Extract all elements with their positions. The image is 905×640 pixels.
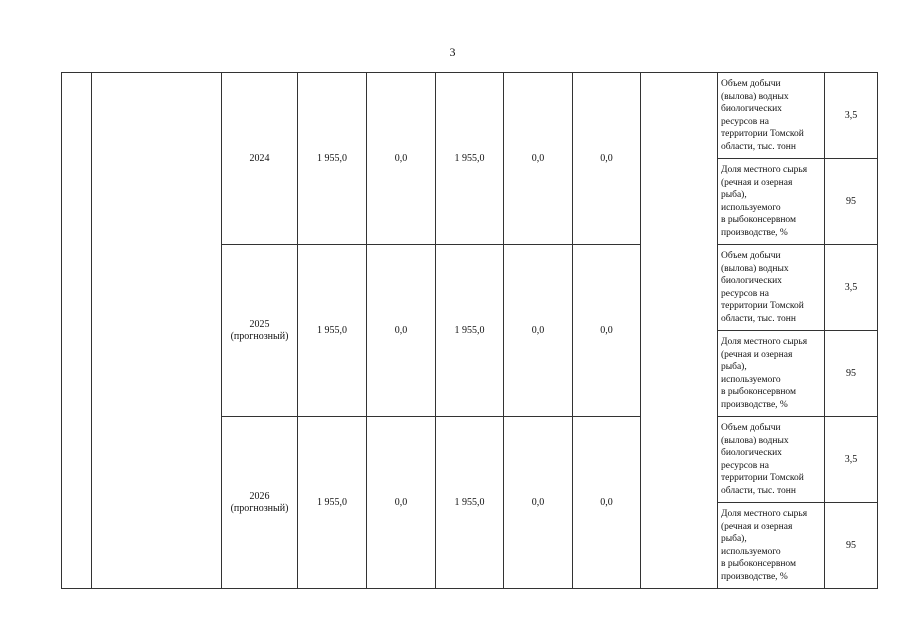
value-cell: 0,0 [573,73,641,245]
value-cell: 0,0 [367,245,436,417]
total-cell: 1 955,0 [298,245,367,417]
program-table [61,72,878,589]
indicator-value: 95 [825,331,878,417]
year-cell: 2025 (прогнозный) [222,245,298,417]
indicator-name: Доля местного сырья (речная и озерная рыба), используемого в рыбоконсервном производстве, % [718,503,825,589]
value-cell: 0,0 [504,417,573,589]
indicator-name: Объем добычи (вылова) водных биологических ресурсов на территории Томской области, тыс. тонн [718,417,825,503]
indicator-value: 3,5 [825,245,878,331]
indicator-value: 3,5 [825,73,878,159]
table-row [62,73,878,159]
indicator-value: 95 [825,503,878,589]
total-cell: 1 955,0 [298,73,367,245]
value-cell: 0,0 [367,417,436,589]
total-cell: 1 955,0 [298,417,367,589]
event-name-cell [92,73,222,589]
value-cell: 1 955,0 [436,245,504,417]
value-cell: 0,0 [573,417,641,589]
indicator-name: Объем добычи (вылова) водных биологических ресурсов на территории Томской области, тыс. тонн [718,245,825,331]
executor-cell [641,73,718,589]
value-cell: 1 955,0 [436,73,504,245]
value-cell: 0,0 [504,245,573,417]
indicator-value: 3,5 [825,417,878,503]
year-cell: 2026 (прогнозный) [222,417,298,589]
indicator-name: Доля местного сырья (речная и озерная рыба), используемого в рыбоконсервном производстве, % [718,159,825,245]
value-cell: 0,0 [504,73,573,245]
year-cell: 2024 [222,73,298,245]
indicator-name: Доля местного сырья (речная и озерная рыба), используемого в рыбоконсервном производстве, % [718,331,825,417]
value-cell: 1 955,0 [436,417,504,589]
value-cell: 0,0 [573,245,641,417]
indicator-name: Объем добычи (вылова) водных биологических ресурсов на территории Томской области, тыс. тонн [718,73,825,159]
value-cell: 0,0 [367,73,436,245]
row-number-cell [62,73,92,589]
page-number: 3 [449,45,456,59]
indicator-value: 95 [825,159,878,245]
